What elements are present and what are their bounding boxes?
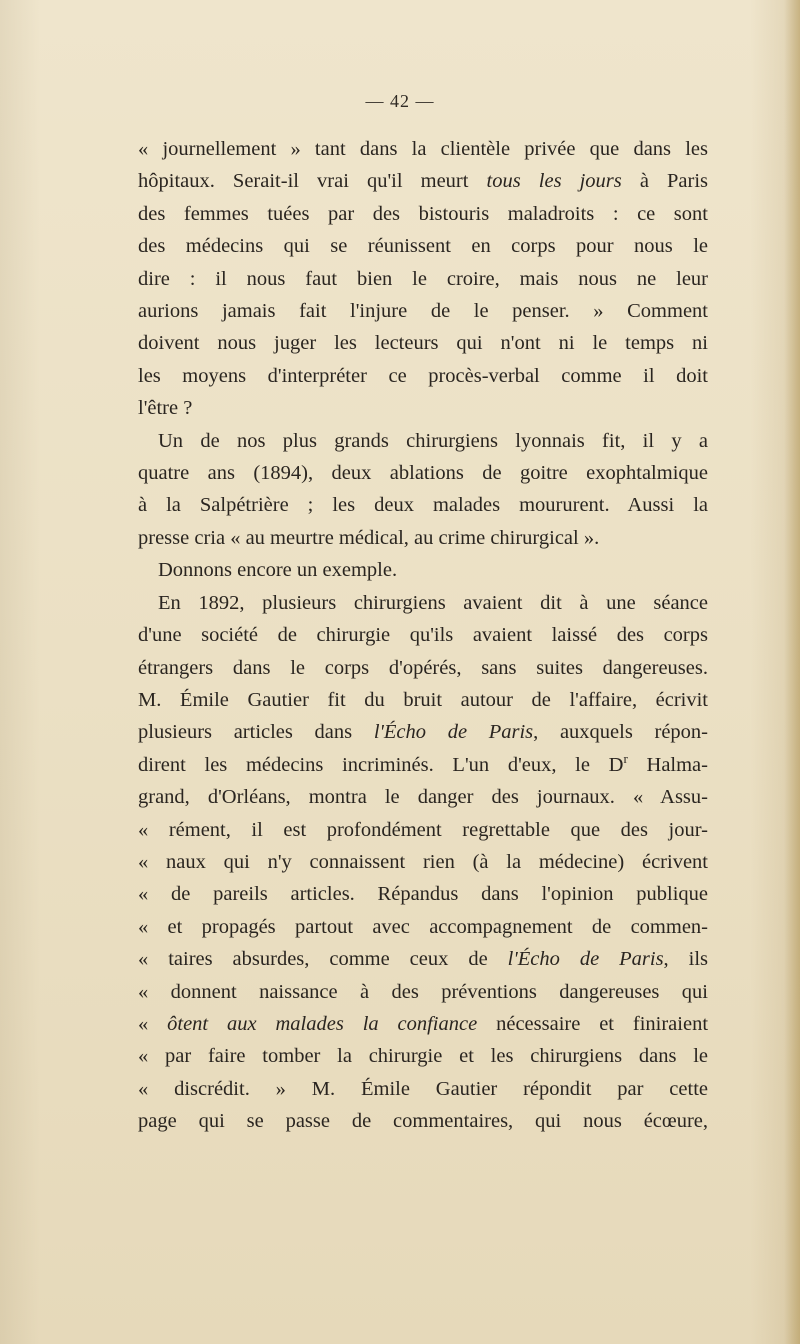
text-line: aurions jamais fait l'injure de le penser. » Comment <box>138 300 708 323</box>
text-line: « rément, il est profondément regrettable que des jour- <box>138 818 708 841</box>
text-line: « et propagés partout avec accompagnement de commen- <box>138 915 708 938</box>
text-line: « discrédit. » M. Émile Gautier répondit par cette <box>138 1077 708 1100</box>
text-line: En 1892, plusieurs chirurgiens avaient dit à une séance <box>158 591 708 614</box>
italic-phrase: tous les jours <box>486 170 622 193</box>
text-line: des femmes tuées par des bistouris maladroits : ce sont <box>138 202 708 225</box>
text-line: les moyens d'interpréter ce procès-verbal comme il doit <box>138 364 708 387</box>
text-line: « de pareils articles. Répandus dans l'opinion publique <box>138 883 708 906</box>
text-line: Donnons encore un exemple. <box>158 559 398 582</box>
text-line: des médecins qui se réunissent en corps pour nous le <box>138 235 708 258</box>
text-line: Un de nos plus grands chirurgiens lyonnais fit, il y a <box>158 429 708 452</box>
text-line: dire : il nous faut bien le croire, mais nous ne leur <box>138 267 708 290</box>
text-line: l'être ? <box>138 397 193 420</box>
italic-phrase: l'Écho de Paris <box>373 721 534 744</box>
text-line: « journellement » tant dans la clientèle privée que dans les <box>138 138 708 160</box>
text-line: « ôtent aux malades la confiance nécessaire et finiraient <box>138 1012 709 1035</box>
text-line: grand, d'Orléans, montra le danger des journaux. « Assu- <box>138 786 708 809</box>
text-line: « par faire tomber la chirurgie et les chirurgiens dans le <box>138 1045 708 1068</box>
text-line: « donnent naissance à des préventions dangereuses qui <box>138 980 708 1003</box>
text-line: étrangers dans le corps d'opérés, sans suites dangereuses. <box>138 656 708 679</box>
body-text <box>138 133 708 1138</box>
text-line: M. Émile Gautier fit du bruit autour de l'affaire, écrivit <box>138 688 708 711</box>
text-line: dirent les médecins incriminés. L'un d'eux, le $D^r$ Halma- <box>138 750 708 776</box>
text-line: « naux qui n'y connaissent rien (à la médecine) écrivent <box>138 850 708 873</box>
text-line: doivent nous juger les lecteurs qui n'ont ni le temps ni <box>138 332 708 355</box>
italic-phrase: ôtent aux malades la confiance <box>167 1012 478 1035</box>
text-line: page qui se passe de commentaires, qui nous écœure, <box>138 1110 708 1133</box>
text-line: à la Salpétrière ; les deux malades moururent. Aussi la <box>138 494 708 517</box>
text-line: hôpitaux. Serait-il vrai qu'il meurt tous les jours à Paris <box>138 170 709 193</box>
text-line: presse cria « au meurtre médical, au crime chirurgical ». <box>138 526 600 549</box>
text-line: quatre ans (1894), deux ablations de goitre exophtalmique <box>138 462 708 485</box>
page-number: — 42 — <box>365 91 435 111</box>
text-line: d'une société de chirurgie qu'ils avaient laissé des corps <box>138 624 708 647</box>
page-edge-shadow <box>784 0 800 1344</box>
text-line: « taires absurdes, comme ceux de l'Écho de Paris, ils <box>138 948 708 971</box>
text-line: plusieurs articles dans l'Écho de Paris, auxquels répon- <box>138 721 709 744</box>
italic-phrase: l'Écho de Paris <box>507 948 664 971</box>
